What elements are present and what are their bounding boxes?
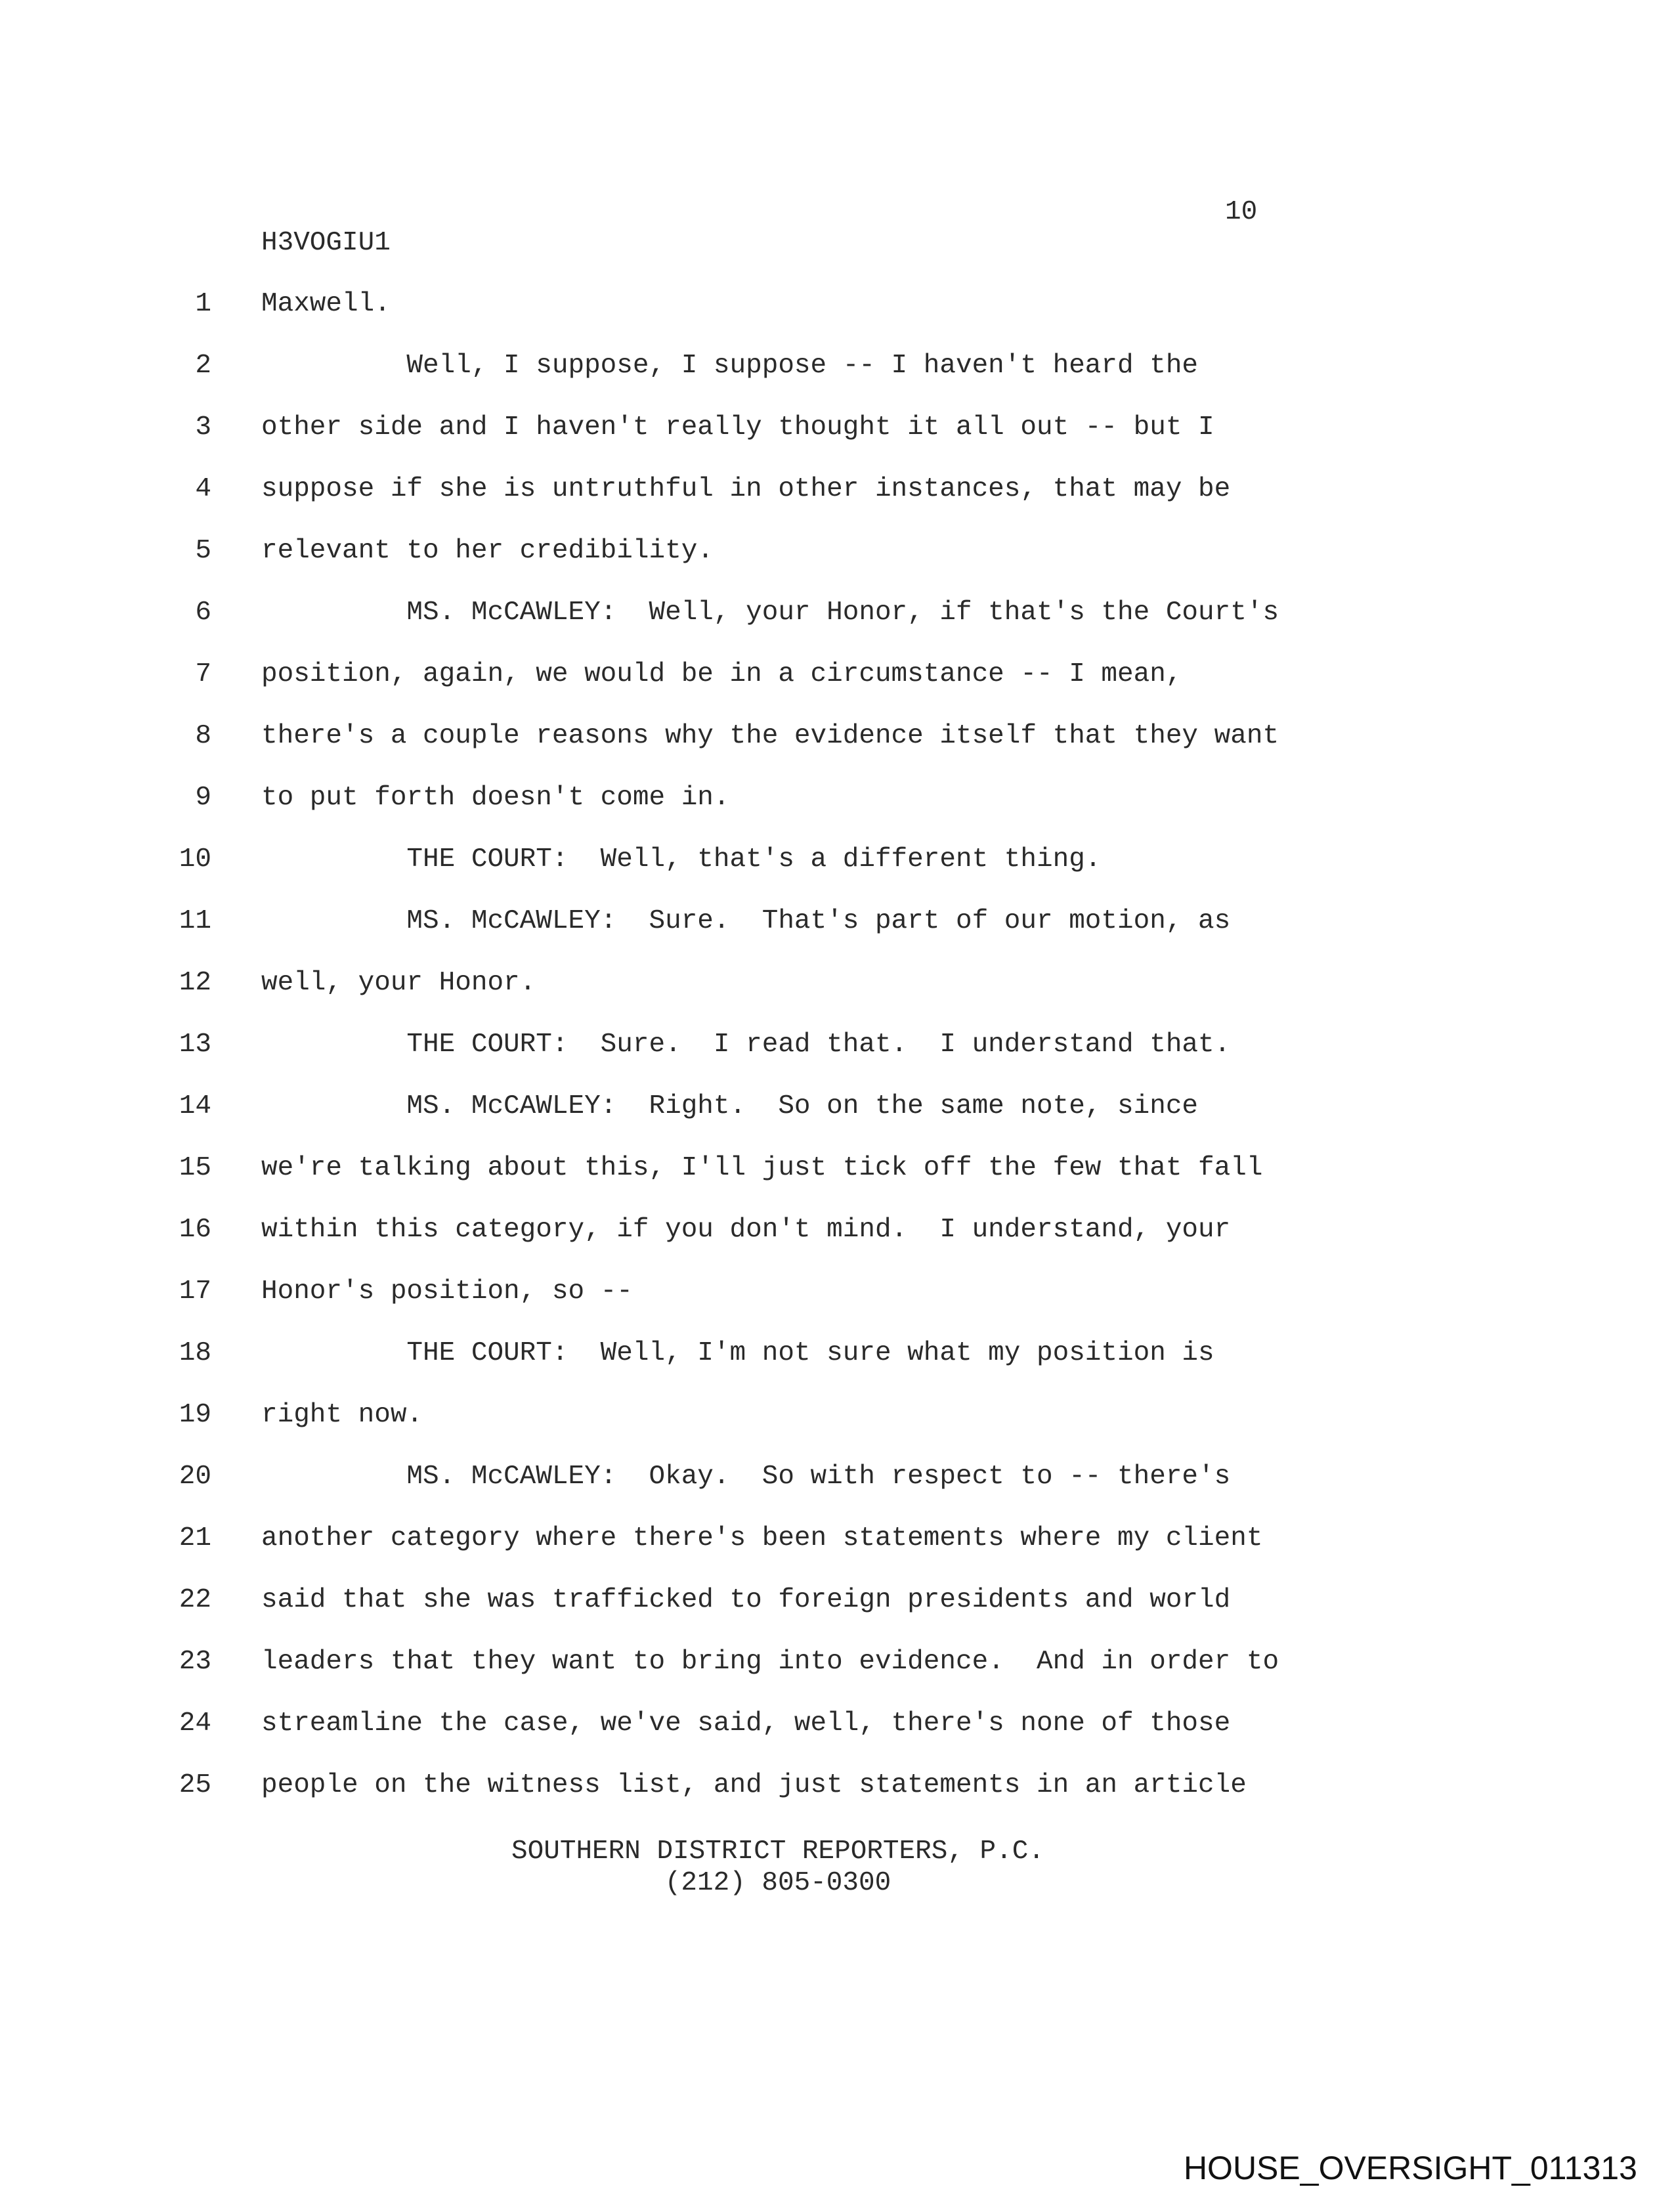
transcript-line — [0, 288, 1674, 320]
line-number: 24 — [179, 1708, 211, 1739]
line-number: 22 — [179, 1585, 211, 1615]
line-text: right now. — [261, 1400, 423, 1430]
transcript-line — [0, 1399, 1674, 1431]
line-text: said that she was trafficked to foreign presidents and world — [261, 1585, 1231, 1615]
transcript-line — [0, 844, 1674, 875]
line-number: 21 — [179, 1523, 211, 1553]
transcript-line — [0, 473, 1674, 505]
line-number: 17 — [179, 1276, 211, 1307]
line-number: 3 — [195, 412, 211, 443]
line-text: position, again, we would be in a circumstance -- I mean, — [261, 659, 1182, 689]
transcript-line — [0, 659, 1674, 690]
line-number: 13 — [179, 1030, 211, 1060]
line-text: MS. McCAWLEY: Okay. So with respect to -- there's — [261, 1462, 1231, 1492]
transcript-line — [0, 597, 1674, 628]
transcript-line — [0, 535, 1674, 567]
line-text: other side and I haven't really thought it all out -- but I — [261, 412, 1214, 443]
line-number: 11 — [179, 906, 211, 936]
footer-reporter-phone: (212) 805-0300 — [664, 1868, 891, 1898]
footer-reporter-name: SOUTHERN DISTRICT REPORTERS, P.C. — [511, 1836, 1044, 1867]
transcript-line — [0, 1029, 1674, 1060]
transcript-line — [0, 1337, 1674, 1369]
line-text: THE COURT: Well, that's a different thing. — [261, 844, 1102, 875]
line-number: 8 — [195, 721, 211, 751]
line-number: 5 — [195, 536, 211, 566]
line-number: 14 — [179, 1091, 211, 1121]
line-text: MS. McCAWLEY: Well, your Honor, if that's the Court's — [261, 597, 1279, 628]
line-number: 1 — [195, 289, 211, 319]
line-text: we're talking about this, I'll just tick off the few that fall — [261, 1153, 1263, 1183]
bates-number: HOUSE_OVERSIGHT_011313 — [1183, 2150, 1637, 2186]
transcript-line — [0, 1708, 1674, 1739]
line-text: MS. McCAWLEY: Right. So on the same note, since — [261, 1091, 1199, 1121]
line-text: THE COURT: Sure. I read that. I understand that. — [261, 1030, 1231, 1060]
line-text: streamline the case, we've said, well, there's none of those — [261, 1708, 1231, 1739]
line-text: suppose if she is untruthful in other instances, that may be — [261, 474, 1231, 504]
line-text: people on the witness list, and just statements in an article — [261, 1770, 1247, 1800]
line-number: 6 — [195, 597, 211, 628]
line-text: leaders that they want to bring into evidence. And in order to — [261, 1647, 1279, 1677]
case-code: H3VOGIU1 — [261, 228, 391, 258]
transcript-line — [0, 1152, 1674, 1184]
transcript-line — [0, 1769, 1674, 1801]
transcript-line — [0, 905, 1674, 937]
line-text: THE COURT: Well, I'm not sure what my position is — [261, 1338, 1214, 1368]
transcript-line — [0, 412, 1674, 443]
page-number: 10 — [1225, 197, 1258, 227]
line-number: 12 — [179, 968, 211, 998]
line-number: 19 — [179, 1400, 211, 1430]
line-number: 7 — [195, 659, 211, 689]
line-text: Maxwell. — [261, 289, 391, 319]
line-text: another category where there's been statements where my client — [261, 1523, 1263, 1553]
line-text: MS. McCAWLEY: Sure. That's part of our motion, as — [261, 906, 1231, 936]
transcript-line — [0, 350, 1674, 381]
line-number: 18 — [179, 1338, 211, 1368]
line-number: 4 — [195, 474, 211, 504]
transcript-line — [0, 1646, 1674, 1678]
line-text: there's a couple reasons why the evidence itself that they want — [261, 721, 1279, 751]
transcript-line — [0, 782, 1674, 813]
transcript-line — [0, 1091, 1674, 1122]
line-number: 16 — [179, 1215, 211, 1245]
line-text: well, your Honor. — [261, 968, 536, 998]
transcript-line — [0, 720, 1674, 752]
line-text: within this category, if you don't mind. I understand, your — [261, 1215, 1231, 1245]
transcript-line — [0, 1523, 1674, 1554]
line-number: 10 — [179, 844, 211, 875]
line-number: 15 — [179, 1153, 211, 1183]
line-number: 23 — [179, 1647, 211, 1677]
transcript-line — [0, 967, 1674, 999]
line-text: to put forth doesn't come in. — [261, 783, 730, 813]
transcript-line — [0, 1584, 1674, 1616]
line-text: Well, I suppose, I suppose -- I haven't heard the — [261, 351, 1199, 381]
line-text: Honor's position, so -- — [261, 1276, 633, 1307]
transcript-line — [0, 1214, 1674, 1246]
line-number: 25 — [179, 1770, 211, 1800]
line-number: 2 — [195, 351, 211, 381]
transcript-line — [0, 1461, 1674, 1492]
transcript-line — [0, 1276, 1674, 1307]
line-number: 9 — [195, 783, 211, 813]
line-number: 20 — [179, 1462, 211, 1492]
line-text: relevant to her credibility. — [261, 536, 714, 566]
